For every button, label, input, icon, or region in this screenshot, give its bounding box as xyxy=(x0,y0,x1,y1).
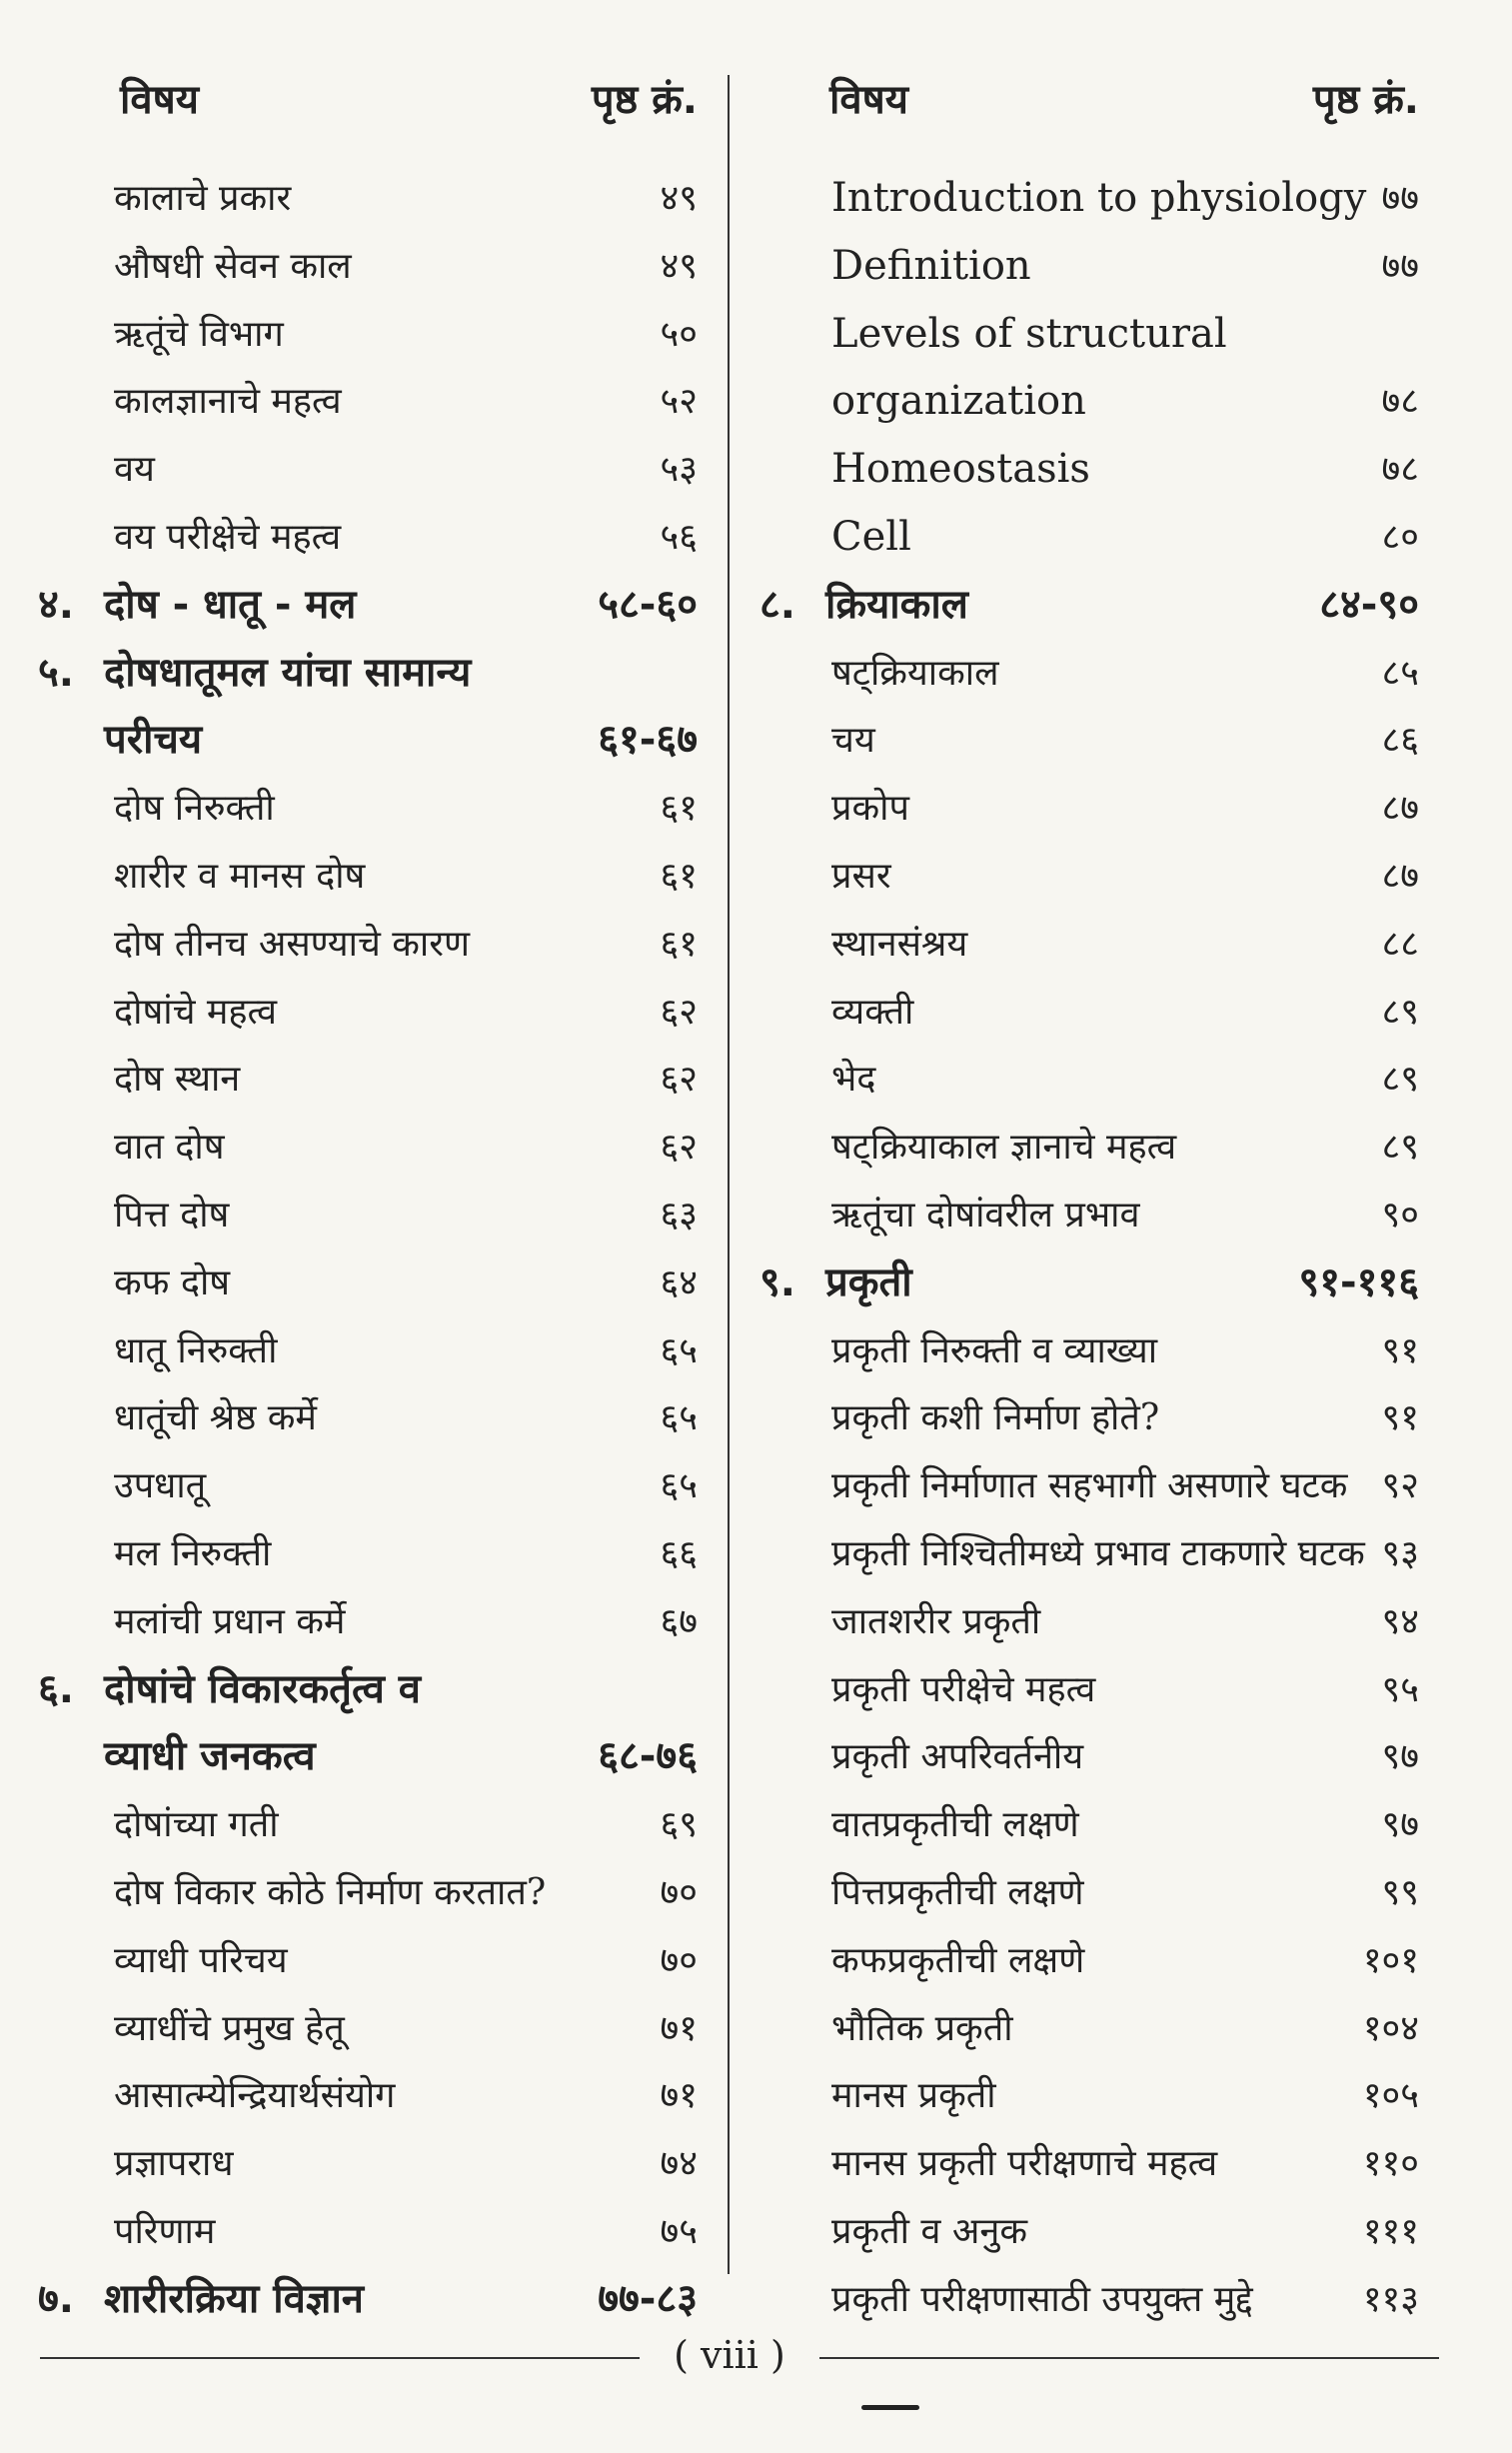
entry-title: दोषांच्या गती xyxy=(114,1804,279,1846)
entry-page: ७० xyxy=(660,1871,698,1913)
entry-page: ९४ xyxy=(1381,1600,1419,1642)
entry-title: प्रकोप xyxy=(831,788,909,830)
entry-page: ६४ xyxy=(660,1261,698,1303)
left-header xyxy=(38,70,698,130)
entry-title: कालाचे प्रकार xyxy=(114,178,292,219)
toc-entry xyxy=(759,1723,1419,1791)
toc-entry xyxy=(38,640,698,708)
toc-entry xyxy=(759,775,1419,843)
entry-page: ७१ xyxy=(660,2007,698,2049)
entry-page: ६२ xyxy=(660,1059,698,1101)
entry-page: ७७ xyxy=(1381,178,1419,219)
toc-entry xyxy=(38,1995,698,2063)
entry-page: ४९ xyxy=(660,245,698,287)
entry-page: ७१ xyxy=(660,2075,698,2117)
entry-title: Levels of structural xyxy=(831,310,1227,357)
entry-title: प्रकृती कशी निर्माण होते? xyxy=(831,1397,1160,1439)
entry-page: १०१ xyxy=(1362,1939,1419,1981)
toc-entry xyxy=(38,2062,698,2130)
toc-entry xyxy=(38,1723,698,1791)
entry-page: ६९ xyxy=(660,1804,698,1846)
right-header xyxy=(759,70,1419,130)
toc-entry xyxy=(38,775,698,843)
entry-title: पित्त दोष xyxy=(114,1194,230,1235)
toc-entry xyxy=(38,843,698,911)
entry-title: दोष तीनच असण्याचे कारण xyxy=(114,923,470,965)
chapter-number: ९. xyxy=(759,1258,795,1305)
toc-entry xyxy=(759,1791,1419,1859)
entry-title: वय परीक्षेचे महत्व xyxy=(114,516,342,558)
toc-entry xyxy=(759,1249,1419,1317)
page-footer xyxy=(0,2327,1512,2387)
entry-title: कफप्रकृतीची लक्षणे xyxy=(831,1939,1085,1981)
toc-entry xyxy=(759,504,1419,572)
toc-entry xyxy=(759,1588,1419,1656)
entry-page: ८९ xyxy=(1381,1059,1419,1101)
toc-entry xyxy=(759,2130,1419,2198)
entry-page: ९० xyxy=(1381,1194,1419,1235)
toc-entry xyxy=(38,2130,698,2198)
entry-title: उपधातू xyxy=(114,1465,207,1507)
toc-entry xyxy=(38,1791,698,1859)
entry-title: दोष विकार कोठे निर्माण करतात? xyxy=(114,1871,547,1913)
toc-entry xyxy=(759,1114,1419,1182)
entry-title: प्रकृती व अनुक xyxy=(831,2210,1028,2252)
entry-title: षट्क्रियाकाल xyxy=(831,652,999,694)
entry-page: ८७ xyxy=(1381,788,1419,830)
entry-page: ६१-६७ xyxy=(598,717,698,764)
toc-entry xyxy=(759,2062,1419,2130)
entry-page: ५६ xyxy=(660,516,698,558)
entry-title: मलांची प्रधान कर्मे xyxy=(114,1600,346,1642)
entry-page: ८८ xyxy=(1381,923,1419,965)
toc-entry xyxy=(38,301,698,369)
entry-page: ७५ xyxy=(660,2210,698,2252)
entry-title: प्रकृती परीक्षेचे महत्व xyxy=(831,1668,1096,1710)
entry-title: Definition xyxy=(831,242,1031,289)
entry-title: Cell xyxy=(831,513,911,560)
right-toc-list xyxy=(759,165,1419,2334)
right-header-page: पृष्ठ क्रं. xyxy=(1312,77,1419,123)
toc-entry xyxy=(759,1995,1419,2063)
entry-page: १०४ xyxy=(1362,2007,1419,2049)
footer-rule-left xyxy=(40,2357,640,2359)
toc-entry xyxy=(759,233,1419,301)
toc-entry xyxy=(38,1046,698,1114)
entry-title: वय xyxy=(114,449,155,491)
entry-page: १११ xyxy=(1362,2210,1419,2252)
entry-title: मल निरुक्ती xyxy=(114,1532,272,1574)
toc-entry xyxy=(38,233,698,301)
toc-entry xyxy=(759,368,1419,436)
entry-page: ९७ xyxy=(1381,1804,1419,1846)
toc-entry xyxy=(38,1656,698,1724)
entry-title: प्रकृती अपरिवर्तनीय xyxy=(831,1736,1084,1778)
toc-entry xyxy=(759,979,1419,1047)
entry-page: ८६ xyxy=(1381,720,1419,762)
toc-entry xyxy=(759,301,1419,369)
toc-entry xyxy=(759,1656,1419,1724)
entry-title: परीचय xyxy=(104,717,203,764)
entry-page: ७७-८३ xyxy=(598,2275,698,2322)
toc-entry xyxy=(759,1046,1419,1114)
entry-title: organization xyxy=(831,378,1086,425)
entry-title: आसात्म्येन्द्रियार्थसंयोग xyxy=(114,2075,396,2117)
entry-title: भेद xyxy=(831,1059,876,1101)
entry-title: प्रकृती निश्चितीमध्ये प्रभाव टाकणारे घटक xyxy=(831,1532,1365,1574)
toc-entry xyxy=(759,911,1419,979)
chapter-number: ८. xyxy=(759,581,795,628)
toc-entry xyxy=(759,843,1419,911)
entry-title: पित्तप्रकृतीची लक्षणे xyxy=(831,1871,1084,1913)
toc-entry xyxy=(759,640,1419,708)
entry-page: ७८ xyxy=(1381,449,1419,491)
entry-title: वातप्रकृतीची लक्षणे xyxy=(831,1804,1079,1846)
entry-page: ६५ xyxy=(660,1329,698,1371)
entry-page: ११३ xyxy=(1362,2278,1419,2320)
entry-title: प्रज्ञापराध xyxy=(114,2143,234,2185)
toc-entry xyxy=(759,1859,1419,1927)
left-header-page: पृष्ठ क्रं. xyxy=(591,77,698,123)
entry-title: प्रकृती निरुक्ती व व्याख्या xyxy=(831,1329,1158,1371)
entry-title: दोष निरुक्ती xyxy=(114,788,275,830)
entry-page: ९१ xyxy=(1381,1329,1419,1371)
entry-title: दोषांचे महत्व xyxy=(114,991,278,1033)
entry-page: ६२ xyxy=(660,1127,698,1169)
entry-title: दोषांचे विकारकर्तृत्व व xyxy=(104,1665,421,1712)
entry-title: परिणाम xyxy=(114,2210,216,2252)
entry-page: ६८-७६ xyxy=(598,1733,698,1780)
entry-page: ९३ xyxy=(1381,1532,1419,1574)
entry-page: ७८ xyxy=(1381,381,1419,423)
toc-entry xyxy=(38,165,698,233)
toc-entry xyxy=(759,2198,1419,2266)
toc-entry xyxy=(38,1182,698,1249)
toc-entry xyxy=(759,572,1419,640)
toc-entry xyxy=(759,2266,1419,2334)
entry-page: ६१ xyxy=(660,855,698,897)
toc-entry xyxy=(38,1520,698,1588)
entry-page: १०५ xyxy=(1362,2075,1419,2117)
chapter-number: ६. xyxy=(38,1665,74,1712)
entry-page: ६१ xyxy=(660,923,698,965)
entry-title: मानस प्रकृती xyxy=(831,2075,996,2117)
toc-entry xyxy=(38,2198,698,2266)
entry-page: ९२ xyxy=(1381,1465,1419,1507)
toc-entry xyxy=(38,911,698,979)
entry-page: ८९ xyxy=(1381,991,1419,1033)
entry-title: वात दोष xyxy=(114,1127,225,1169)
toc-entry xyxy=(38,1452,698,1520)
entry-title: Homeostasis xyxy=(831,446,1090,493)
entry-title: शारीर व मानस दोष xyxy=(114,855,366,897)
entry-page: ६५ xyxy=(660,1397,698,1439)
entry-page: ८५ xyxy=(1381,652,1419,694)
entry-page: ६१ xyxy=(660,788,698,830)
toc-entry xyxy=(38,1927,698,1995)
entry-page: ६३ xyxy=(660,1194,698,1235)
toc-entry xyxy=(38,1249,698,1317)
toc-entry xyxy=(38,436,698,504)
entry-title: चय xyxy=(831,720,875,762)
entry-page: ११० xyxy=(1362,2143,1419,2185)
print-mark xyxy=(861,2405,919,2410)
entry-title: व्याधींचे प्रमुख हेतू xyxy=(114,2007,345,2049)
entry-title: मानस प्रकृती परीक्षणाचे महत्व xyxy=(831,2143,1218,2185)
entry-title: शारीरक्रिया विज्ञान xyxy=(104,2275,365,2322)
toc-entry xyxy=(38,1859,698,1927)
entry-title: क्रियाकाल xyxy=(825,581,968,628)
entry-title: प्रकृती निर्माणात सहभागी असणारे घटक xyxy=(831,1465,1348,1507)
entry-page: ५३ xyxy=(660,449,698,491)
entry-page: ६६ xyxy=(660,1532,698,1574)
toc-entry xyxy=(38,504,698,572)
entry-title: स्थानसंश्रय xyxy=(831,923,968,965)
toc-entry xyxy=(38,1114,698,1182)
toc-entry xyxy=(38,707,698,775)
entry-page: ६५ xyxy=(660,1465,698,1507)
entry-title: ऋतूंचे विभाग xyxy=(114,313,284,355)
entry-title: कफ दोष xyxy=(114,1261,231,1303)
entry-page: ६७ xyxy=(660,1600,698,1642)
left-toc-list xyxy=(38,165,698,2334)
entry-page: ५२ xyxy=(660,381,698,423)
entry-page: ८० xyxy=(1381,516,1419,558)
toc-entry xyxy=(759,707,1419,775)
entry-page: ५८-६० xyxy=(598,581,698,628)
entry-title: दोषधातूमल यांचा सामान्य xyxy=(104,649,472,696)
page-number: ( viii ) xyxy=(674,2333,785,2377)
entry-page: ६२ xyxy=(660,991,698,1033)
column-divider xyxy=(728,75,730,2274)
toc-entry xyxy=(38,1588,698,1656)
entry-page: ९५ xyxy=(1381,1668,1419,1710)
entry-page: ८९ xyxy=(1381,1127,1419,1169)
entry-page: ७७ xyxy=(1381,245,1419,287)
toc-entry xyxy=(759,1452,1419,1520)
toc-entry xyxy=(38,368,698,436)
entry-page: ८४-९० xyxy=(1319,581,1419,628)
toc-entry xyxy=(38,1384,698,1452)
entry-page: ८७ xyxy=(1381,855,1419,897)
toc-entry xyxy=(759,1182,1419,1249)
entry-title: कालज्ञानाचे महत्व xyxy=(114,381,342,423)
chapter-number: ५. xyxy=(38,649,74,696)
toc-entry xyxy=(38,1317,698,1385)
entry-page: ९१ xyxy=(1381,1397,1419,1439)
entry-title: व्याधी परिचय xyxy=(114,1939,288,1981)
chapter-number: ७. xyxy=(38,2275,74,2322)
entry-title: प्रकृती परीक्षणासाठी उपयुक्त मुद्दे xyxy=(831,2278,1253,2320)
entry-page: ५० xyxy=(660,313,698,355)
entry-title: धातूंची श्रेष्ठ कर्मे xyxy=(114,1397,317,1439)
entry-title: दोष - धातू - मल xyxy=(104,581,357,628)
footer-rule-right xyxy=(819,2357,1439,2359)
toc-entry xyxy=(759,1927,1419,1995)
entry-title: Introduction to physiology xyxy=(831,175,1367,221)
entry-title: व्यक्ती xyxy=(831,991,914,1033)
entry-title: प्रकृती xyxy=(825,1258,912,1305)
toc-entry xyxy=(38,572,698,640)
entry-title: जातशरीर प्रकृती xyxy=(831,1600,1041,1642)
entry-title: ऋतूंचा दोषांवरील प्रभाव xyxy=(831,1194,1140,1235)
entry-page: ९९ xyxy=(1381,1871,1419,1913)
entry-page: ४९ xyxy=(660,178,698,219)
entry-page: ७० xyxy=(660,1939,698,1981)
entry-page: ९१-११६ xyxy=(1298,1258,1419,1305)
toc-entry xyxy=(759,436,1419,504)
toc-entry xyxy=(38,979,698,1047)
entry-title: व्याधी जनकत्व xyxy=(104,1733,316,1780)
entry-title: दोष स्थान xyxy=(114,1059,241,1101)
toc-entry xyxy=(759,165,1419,233)
left-header-topic: विषय xyxy=(120,77,199,123)
entry-page: ७४ xyxy=(660,2143,698,2185)
entry-title: षट्क्रियाकाल ज्ञानाचे महत्व xyxy=(831,1127,1177,1169)
toc-entry xyxy=(759,1520,1419,1588)
entry-page: ९७ xyxy=(1381,1736,1419,1778)
toc-entry xyxy=(759,1317,1419,1385)
chapter-number: ४. xyxy=(38,581,74,628)
entry-title: औषधी सेवन काल xyxy=(114,245,352,287)
entry-title: धातू निरुक्ती xyxy=(114,1329,278,1371)
entry-title: प्रसर xyxy=(831,855,891,897)
toc-entry xyxy=(38,2266,698,2334)
toc-entry xyxy=(759,1384,1419,1452)
right-header-topic: विषय xyxy=(829,77,908,123)
entry-title: भौतिक प्रकृती xyxy=(831,2007,1013,2049)
